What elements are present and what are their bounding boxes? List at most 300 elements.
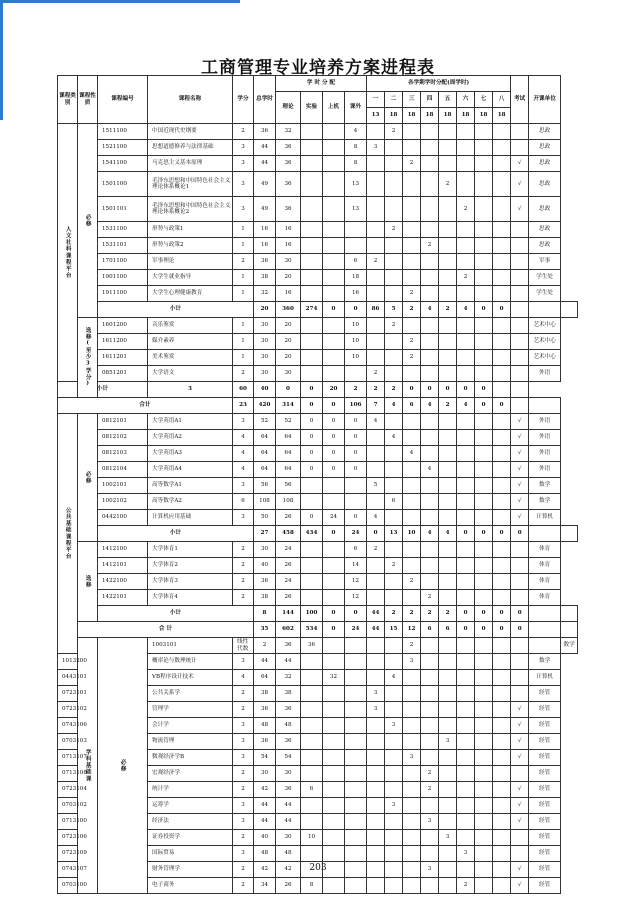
machine-cell <box>323 686 345 702</box>
extracurricular-cell: 8 <box>345 140 367 156</box>
theory-cell: 44 <box>276 654 301 670</box>
department-cell <box>561 622 578 638</box>
department-cell: 体育 <box>529 590 561 606</box>
term-hours-cell <box>475 670 493 686</box>
term-hours-cell <box>493 222 511 238</box>
term-hours-cell <box>457 686 475 702</box>
total-hours-cell: 50 <box>254 510 276 526</box>
term-hours-cell: 0 <box>457 526 475 542</box>
course-name: 微观经济学B <box>148 750 233 766</box>
term-hours-cell <box>385 782 403 798</box>
course-row <box>58 222 578 238</box>
term-hours-cell <box>493 590 511 606</box>
department-cell: 经管 <box>529 878 561 894</box>
course-code: 1701100 <box>98 254 148 270</box>
course-code: 0723102 <box>58 702 78 718</box>
exam-mark <box>511 398 529 414</box>
term-hours-cell <box>421 574 439 590</box>
experiment-cell: 0 <box>301 446 323 462</box>
exam-mark: √ <box>511 734 529 750</box>
term-hours-cell <box>421 172 439 197</box>
theory-cell: 434 <box>301 526 323 542</box>
experiment-cell: 8 <box>301 878 323 894</box>
term-hours-cell <box>475 734 493 750</box>
credit-cell: 23 <box>233 398 254 414</box>
course-code: 1611201 <box>98 350 148 366</box>
term-hours-cell: 6 <box>421 622 439 638</box>
header-term: 一 <box>367 92 385 108</box>
exam-mark <box>529 526 561 542</box>
department-cell: 学生处 <box>529 286 561 302</box>
theory-cell: 534 <box>301 622 323 638</box>
extracurricular-cell <box>345 366 367 382</box>
term-hours-cell <box>403 366 421 382</box>
extracurricular-cell: 10 <box>345 350 367 366</box>
experiment-cell <box>301 718 323 734</box>
experiment-cell: 0 <box>323 622 345 638</box>
experiment-cell <box>301 574 323 590</box>
total-hours-cell: 52 <box>254 414 276 430</box>
term-hours-cell <box>421 830 439 846</box>
total-hours-cell: 36 <box>276 638 301 654</box>
course-row <box>58 366 578 382</box>
machine-cell <box>323 494 345 510</box>
term-hours-cell: 12 <box>403 622 421 638</box>
credit-cell: 2 <box>233 782 254 798</box>
machine-cell <box>323 814 345 830</box>
machine-cell <box>323 286 345 302</box>
course-row <box>58 140 578 156</box>
term-hours-cell <box>439 156 457 172</box>
term-hours-cell <box>439 430 457 446</box>
term-hours-cell <box>385 140 403 156</box>
extracurricular-cell: 12 <box>345 590 367 606</box>
term-hours-cell <box>475 814 493 830</box>
credit-cell: 2 <box>233 862 254 878</box>
department-cell: 经管 <box>529 750 561 766</box>
term-hours-cell <box>475 718 493 734</box>
term-hours-cell <box>493 156 511 172</box>
term-hours-cell <box>457 574 475 590</box>
term-hours-cell <box>439 478 457 494</box>
exam-mark: √ <box>511 414 529 430</box>
term-hours-cell: 0 <box>475 606 493 622</box>
credit-cell: 3 <box>233 478 254 494</box>
course-row <box>58 254 578 270</box>
theory-cell: 24 <box>276 542 301 558</box>
term-hours-cell <box>439 222 457 238</box>
course-row <box>58 430 578 446</box>
theory-cell: 64 <box>276 430 301 446</box>
term-hours-cell <box>421 558 439 574</box>
term-hours-cell <box>421 430 439 446</box>
term-hours-cell <box>493 414 511 430</box>
term-hours-cell <box>403 430 421 446</box>
term-hours-cell <box>475 494 493 510</box>
department-cell: 计算机 <box>529 510 561 526</box>
term-hours-cell <box>403 702 421 718</box>
term-hours-cell <box>421 670 439 686</box>
header-weeks: 18 <box>403 108 421 124</box>
term-hours-cell <box>493 172 511 197</box>
extracurricular-cell: 86 <box>367 302 385 318</box>
theory-cell: 26 <box>276 590 301 606</box>
term-hours-cell <box>385 702 403 718</box>
total-hours-cell: 56 <box>254 478 276 494</box>
term-hours-cell <box>493 558 511 574</box>
term-hours-cell <box>439 638 457 654</box>
exam-mark <box>511 318 529 334</box>
term-hours-cell <box>421 750 439 766</box>
department-cell: 艺术中心 <box>529 318 561 334</box>
term-hours-cell <box>403 140 421 156</box>
header-term: 五 <box>439 92 457 108</box>
course-code: 1013200 <box>58 654 78 670</box>
exam-mark <box>529 606 561 622</box>
machine-cell <box>323 846 345 862</box>
term-hours-cell <box>385 478 403 494</box>
term-hours-cell: 3 <box>367 702 385 718</box>
term-hours-cell <box>367 750 385 766</box>
page-number: 203 <box>309 863 327 873</box>
term-hours-cell <box>457 366 475 382</box>
extracurricular-cell: 0 <box>345 414 367 430</box>
course-row <box>58 574 578 590</box>
term-hours-cell <box>457 286 475 302</box>
department-cell: 体育 <box>529 558 561 574</box>
course-code: 1531101 <box>98 238 148 254</box>
exam-mark <box>511 140 529 156</box>
term-hours-cell <box>421 197 439 222</box>
extracurricular-cell: 13 <box>345 172 367 197</box>
term-hours-cell: 4 <box>385 430 403 446</box>
course-row <box>58 124 578 140</box>
experiment-cell: 0 <box>323 302 345 318</box>
term-hours-cell <box>475 286 493 302</box>
term-hours-cell <box>457 814 475 830</box>
term-hours-cell: 2 <box>367 366 385 382</box>
credit-cell: 8 <box>254 606 276 622</box>
category-label: 人文社科课程平台 <box>58 124 78 382</box>
subtotal-label: 小计 <box>98 302 254 318</box>
term-hours-cell <box>493 124 511 140</box>
machine-cell <box>323 766 345 782</box>
department-cell: 计算机 <box>529 670 561 686</box>
course-name: 物流管理 <box>148 734 233 750</box>
theory-cell: 44 <box>276 798 301 814</box>
course-name: 电子商务 <box>148 878 233 894</box>
machine-cell <box>323 238 345 254</box>
term-hours-cell <box>385 686 403 702</box>
experiment-cell <box>301 750 323 766</box>
term-hours-cell <box>493 350 511 366</box>
category-label: 学科基础课 <box>78 638 98 894</box>
course-code: 0713100 <box>58 814 78 830</box>
term-hours-cell <box>493 478 511 494</box>
theory-cell: 274 <box>301 302 323 318</box>
subtotal-label: 小计 <box>58 382 148 398</box>
term-hours-cell: 4 <box>367 510 385 526</box>
term-hours-cell <box>457 238 475 254</box>
experiment-cell <box>301 542 323 558</box>
department-cell: 思政 <box>529 156 561 172</box>
term-hours-cell <box>493 750 511 766</box>
experiment-cell: 0 <box>276 382 301 398</box>
course-row <box>58 414 578 430</box>
exam-mark <box>511 590 529 606</box>
course-code: 0851201 <box>98 366 148 382</box>
term-hours-cell <box>493 462 511 478</box>
theory-cell: 24 <box>276 574 301 590</box>
machine-cell: 0 <box>345 302 367 318</box>
course-row <box>58 558 578 574</box>
term-hours-cell <box>457 670 475 686</box>
credit-cell: 4 <box>233 462 254 478</box>
term-hours-cell <box>493 318 511 334</box>
machine-cell <box>323 124 345 140</box>
term-hours-cell <box>403 542 421 558</box>
term-hours-cell <box>457 446 475 462</box>
course-name: 形势与政策1 <box>148 222 233 238</box>
course-row <box>58 462 578 478</box>
term-hours-cell: 0 <box>439 382 457 398</box>
course-row <box>58 350 578 366</box>
term-hours-cell: 4 <box>421 302 439 318</box>
extracurricular-cell <box>345 654 367 670</box>
machine-cell <box>345 638 367 654</box>
experiment-cell <box>301 334 323 350</box>
term-hours-cell <box>367 124 385 140</box>
experiment-cell <box>301 654 323 670</box>
exam-mark <box>511 766 529 782</box>
header-weeks: 18 <box>385 108 403 124</box>
credit-cell: 2 <box>233 542 254 558</box>
course-name: 毛泽东思想和中国特色社会主义理论体系概论1 <box>148 172 233 197</box>
extracurricular-cell <box>345 222 367 238</box>
course-name: 会计学 <box>148 718 233 734</box>
term-hours-cell <box>403 254 421 270</box>
total-hours-cell: 36 <box>254 254 276 270</box>
credit-cell: 3 <box>233 172 254 197</box>
term-hours-cell <box>493 366 511 382</box>
experiment-cell: 0 <box>323 606 345 622</box>
theory-cell: 38 <box>276 686 301 702</box>
extracurricular-cell <box>345 702 367 718</box>
department-cell: 数学 <box>561 638 578 654</box>
department-cell: 外语 <box>529 462 561 478</box>
term-hours-cell <box>493 718 511 734</box>
subtotal-label: 小计 <box>98 606 254 622</box>
term-hours-cell <box>403 734 421 750</box>
term-hours-cell <box>493 574 511 590</box>
course-code: 0812104 <box>98 462 148 478</box>
term-hours-cell: 2 <box>385 318 403 334</box>
term-hours-cell: 2 <box>403 334 421 350</box>
term-hours-cell <box>475 846 493 862</box>
term-hours-cell <box>421 334 439 350</box>
header-credit: 学分 <box>233 76 254 124</box>
term-hours-cell <box>385 846 403 862</box>
experiment-cell <box>301 350 323 366</box>
department-cell: 经管 <box>529 702 561 718</box>
term-hours-cell: 2 <box>439 172 457 197</box>
term-hours-cell <box>457 414 475 430</box>
extracurricular-cell <box>345 734 367 750</box>
total-hours-cell: 64 <box>254 430 276 446</box>
credit-cell: 3 <box>148 382 233 398</box>
term-hours-cell <box>493 782 511 798</box>
term-hours-cell <box>457 510 475 526</box>
term-hours-cell <box>421 124 439 140</box>
extracurricular-cell: 44 <box>367 606 385 622</box>
machine-cell: 0 <box>323 414 345 430</box>
term-hours-cell <box>385 542 403 558</box>
header-hour-distribution: 学 时 分 配 <box>276 76 367 92</box>
subtotal-row <box>58 302 578 318</box>
term-hours-cell <box>493 878 511 894</box>
term-hours-cell: 2 <box>457 878 475 894</box>
experiment-cell <box>301 766 323 782</box>
total-hours-cell: 40 <box>254 558 276 574</box>
theory-cell: 36 <box>276 782 301 798</box>
term-hours-cell <box>439 750 457 766</box>
term-hours-cell <box>475 750 493 766</box>
course-name: 经济法 <box>148 814 233 830</box>
term-hours-cell <box>493 654 511 670</box>
course-name: 大学生心理健康教育 <box>148 286 233 302</box>
experiment-cell <box>301 734 323 750</box>
term-hours-cell <box>493 446 511 462</box>
term-hours-cell: 2 <box>403 574 421 590</box>
term-hours-cell: 2 <box>385 382 403 398</box>
theory-cell: 36 <box>276 197 301 222</box>
extracurricular-cell <box>345 494 367 510</box>
experiment-cell <box>301 197 323 222</box>
term-hours-cell <box>385 414 403 430</box>
term-hours-cell <box>367 318 385 334</box>
term-hours-cell <box>475 366 493 382</box>
theory-cell: 52 <box>276 414 301 430</box>
term-hours-cell <box>439 334 457 350</box>
credit-cell: 1 <box>233 222 254 238</box>
experiment-cell: 0 <box>323 526 345 542</box>
course-code: 0812101 <box>98 414 148 430</box>
term-hours-cell <box>457 334 475 350</box>
experiment-cell <box>301 702 323 718</box>
total-hours-cell: 30 <box>254 334 276 350</box>
term-hours-cell <box>403 782 421 798</box>
term-hours-cell <box>475 782 493 798</box>
term-hours-cell <box>457 558 475 574</box>
term-hours-cell <box>439 702 457 718</box>
term-hours-cell <box>493 846 511 862</box>
department-cell: 思政 <box>529 197 561 222</box>
term-hours-cell: 6 <box>439 622 457 638</box>
term-hours-cell <box>457 638 475 654</box>
term-hours-cell <box>403 846 421 862</box>
term-hours-cell <box>457 172 475 197</box>
term-hours-cell <box>421 654 439 670</box>
machine-cell <box>323 270 345 286</box>
term-hours-cell <box>439 798 457 814</box>
exam-mark <box>511 558 529 574</box>
extracurricular-cell: 14 <box>345 558 367 574</box>
credit-cell: 2 <box>233 254 254 270</box>
term-hours-cell <box>457 734 475 750</box>
machine-cell <box>323 878 345 894</box>
term-hours-cell: 2 <box>439 302 457 318</box>
term-hours-cell: 0 <box>493 398 511 414</box>
term-hours-cell <box>457 702 475 718</box>
course-code: 1531100 <box>98 222 148 238</box>
exam-mark <box>493 382 511 398</box>
term-hours-cell <box>439 286 457 302</box>
term-hours-cell <box>439 140 457 156</box>
term-hours-cell <box>475 446 493 462</box>
term-hours-cell <box>439 197 457 222</box>
course-name: 军事理论 <box>148 254 233 270</box>
term-hours-cell <box>475 270 493 286</box>
term-hours-cell <box>511 638 529 654</box>
credit-cell: 3 <box>233 734 254 750</box>
term-hours-cell <box>421 254 439 270</box>
term-hours-cell <box>475 686 493 702</box>
department-cell: 军事 <box>529 254 561 270</box>
course-name: 马克思主义基本原理 <box>148 156 233 172</box>
term-hours-cell: 2 <box>421 606 439 622</box>
credit-cell: 2 <box>233 766 254 782</box>
term-hours-cell <box>367 558 385 574</box>
term-hours-cell: 2 <box>403 286 421 302</box>
term-hours-cell <box>439 782 457 798</box>
theory-cell: 48 <box>276 846 301 862</box>
term-hours-cell <box>421 702 439 718</box>
term-hours-cell <box>493 238 511 254</box>
term-hours-cell <box>367 782 385 798</box>
experiment-cell: 10 <box>301 830 323 846</box>
term-hours-cell <box>475 478 493 494</box>
department-cell: 思政 <box>529 172 561 197</box>
credit-cell: 1 <box>233 270 254 286</box>
course-code: 1901100 <box>98 270 148 286</box>
department-cell: 经管 <box>529 734 561 750</box>
header-term: 二 <box>385 92 403 108</box>
credit-cell: 2 <box>233 366 254 382</box>
term-hours-cell <box>403 878 421 894</box>
exam-mark: √ <box>511 446 529 462</box>
total-hours-cell: 44 <box>254 814 276 830</box>
term-hours-cell <box>475 222 493 238</box>
term-hours-cell: 5 <box>367 478 385 494</box>
term-hours-cell: 3 <box>385 718 403 734</box>
total-hours-cell: 16 <box>254 222 276 238</box>
exam-mark: √ <box>511 718 529 734</box>
theory-cell: 16 <box>276 286 301 302</box>
machine-cell: 0 <box>323 446 345 462</box>
machine-cell <box>323 334 345 350</box>
theory-cell: 64 <box>276 446 301 462</box>
term-hours-cell <box>367 670 385 686</box>
term-hours-cell: 0 <box>511 622 529 638</box>
total-row <box>58 622 578 638</box>
credit-cell: 3 <box>233 654 254 670</box>
curriculum-table <box>57 75 578 894</box>
department-cell: 体育 <box>529 574 561 590</box>
machine-cell <box>323 830 345 846</box>
total-hours-cell: 44 <box>254 654 276 670</box>
exam-mark <box>511 686 529 702</box>
total-hours-cell: 36 <box>254 124 276 140</box>
